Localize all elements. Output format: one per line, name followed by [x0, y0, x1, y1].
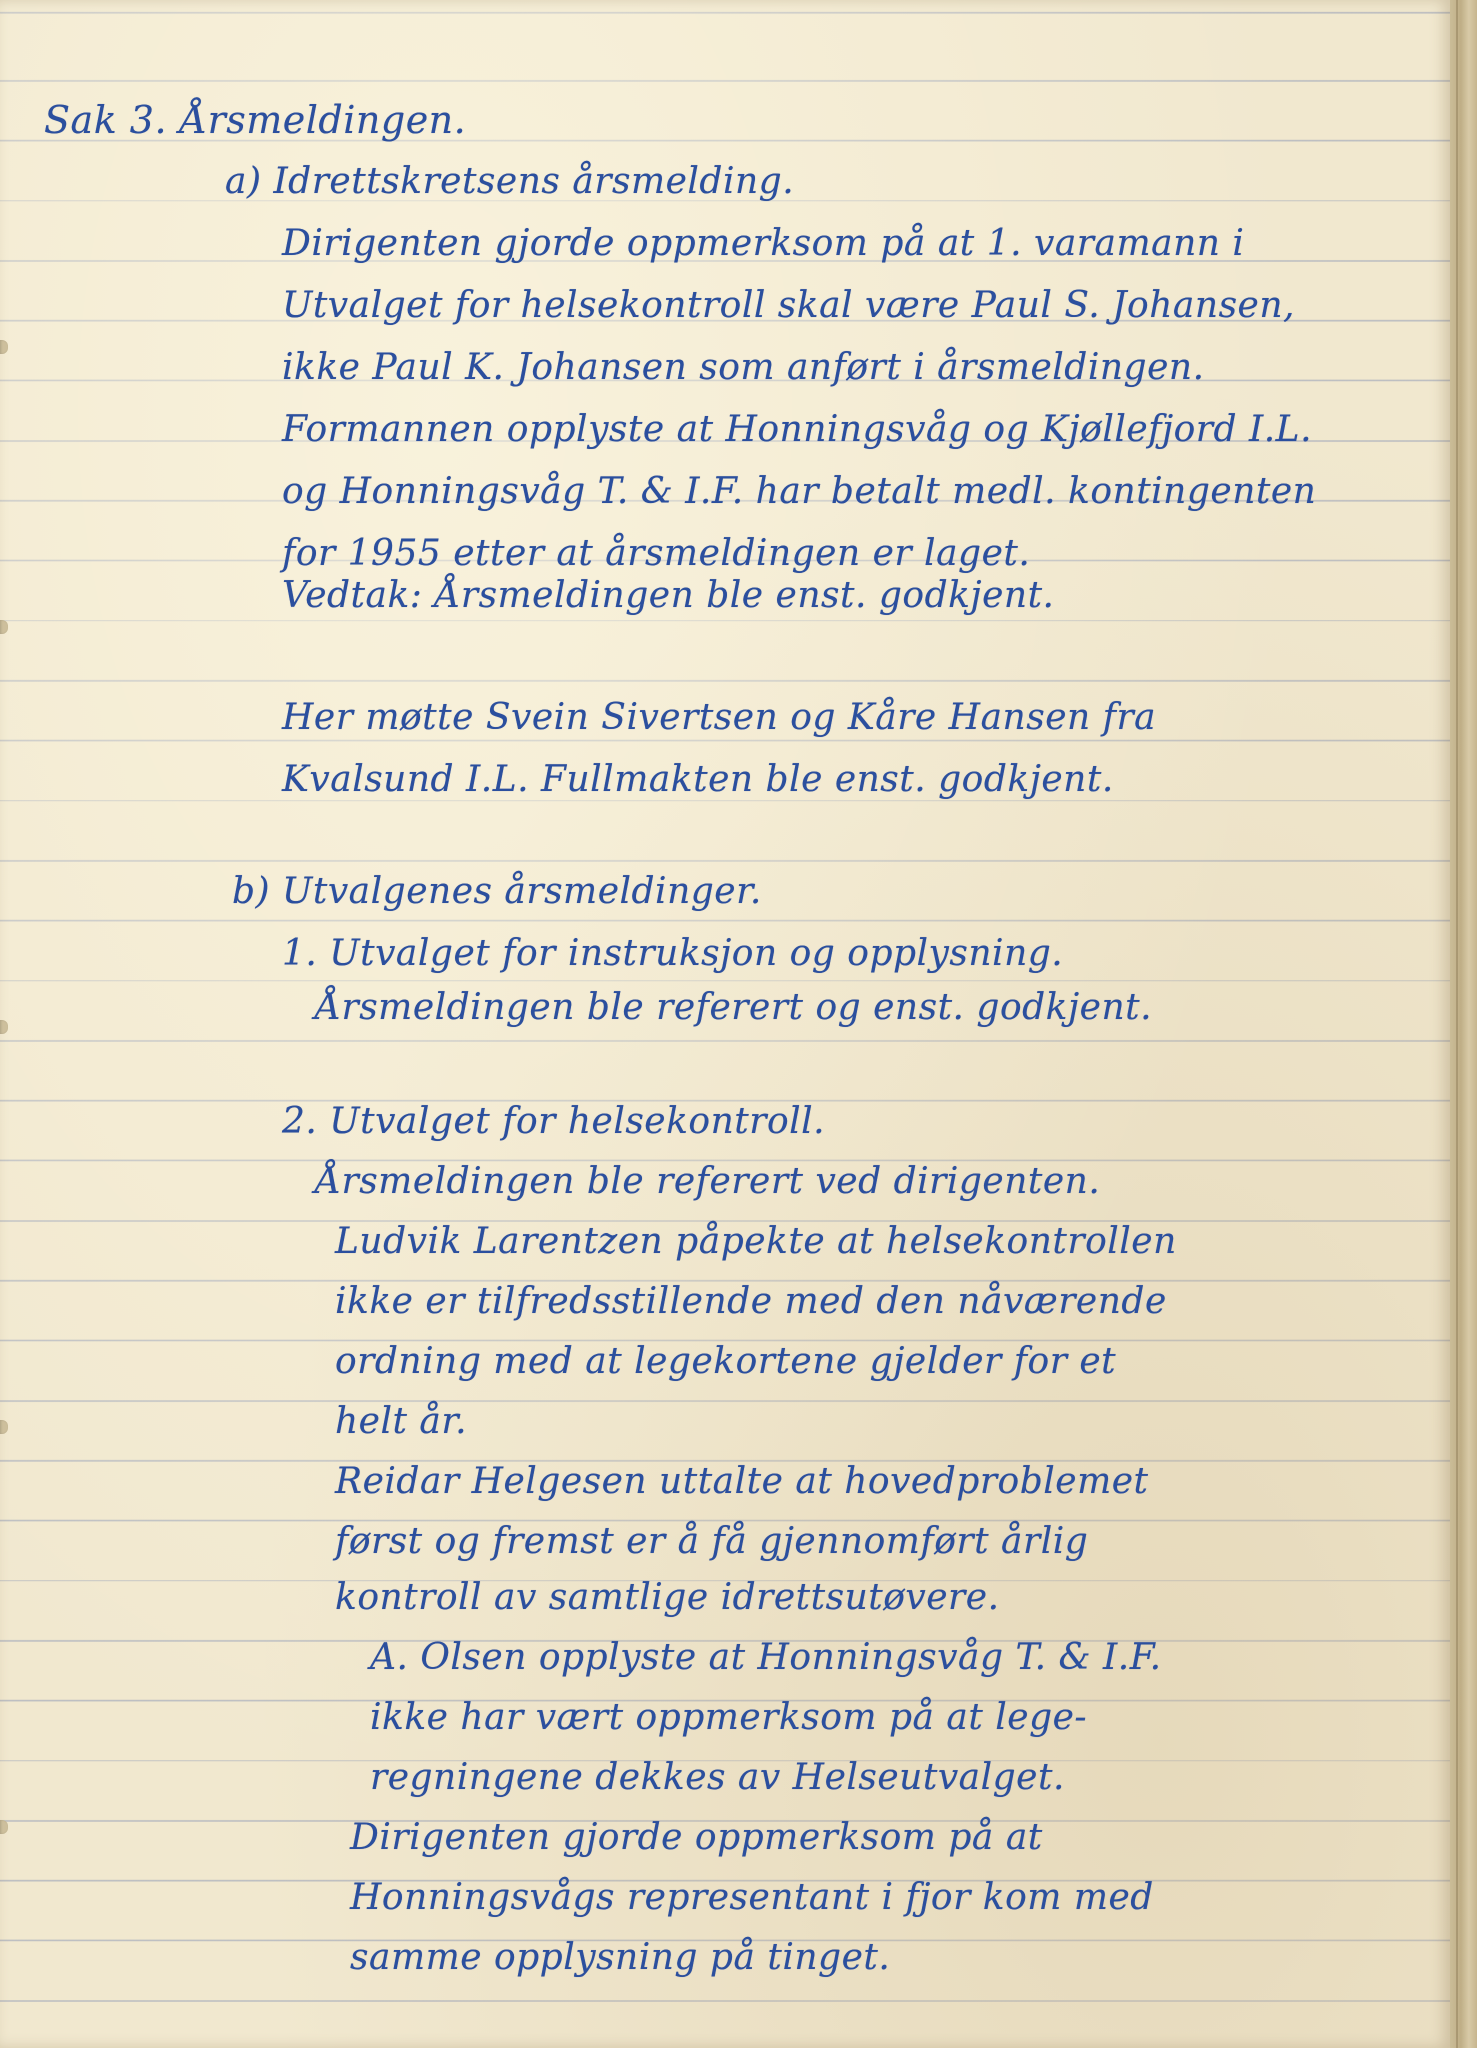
handwritten-line: Årsmeldingen ble referert ved dirigenten. [315, 1161, 1101, 1202]
binding-hole [0, 1420, 8, 1434]
handwritten-line: Dirigenten gjorde oppmerksom på at [350, 1817, 1043, 1858]
handwritten-line: ikke Paul K. Johansen som anført i årsmeldingen. [282, 347, 1205, 388]
handwritten-line: Her møtte Svein Sivertsen og Kåre Hansen fra [282, 697, 1157, 738]
handwritten-line: ikke har vært oppmerksom på at lege- [370, 1697, 1088, 1738]
handwritten-line: Vedtak: Årsmeldingen ble enst. godkjent. [282, 575, 1055, 616]
handwritten-line: Formannen opplyste at Honningsvåg og Kjøllefjord I.L. [282, 409, 1313, 450]
handwritten-line: Årsmeldingen ble referert og enst. godkjent. [315, 987, 1153, 1028]
binding-hole [0, 1020, 8, 1034]
handwritten-line: Utvalget for helsekontroll skal være Paul S. Johansen, [282, 285, 1295, 326]
binding-hole [0, 1820, 8, 1834]
handwritten-line: først og fremst er å få gjennomført årlig [335, 1521, 1089, 1562]
handwritten-line: 1. Utvalget for instruksjon og opplysning. [282, 933, 1064, 974]
handwritten-line: Honningsvågs representant i fjor kom med [350, 1877, 1154, 1918]
handwritten-line: og Honningsvåg T. & I.F. har betalt medl. kontingenten [282, 471, 1317, 512]
handwritten-line: A. Olsen opplyste at Honningsvåg T. & I.F. [370, 1637, 1162, 1678]
handwritten-line: Kvalsund I.L. Fullmakten ble enst. godkjent. [282, 759, 1114, 800]
handwritten-line: 2. Utvalget for helsekontroll. [282, 1101, 826, 1142]
section-heading: Sak 3. Årsmeldingen. [44, 98, 467, 142]
handwritten-line: Dirigenten gjorde oppmerksom på at 1. varamann i [282, 223, 1245, 264]
handwritten-line: helt år. [335, 1401, 468, 1442]
handwritten-line: Reidar Helgesen uttalte at hovedproblemet [335, 1461, 1149, 1502]
handwritten-line: ikke er tilfredsstillende med den nåværende [335, 1281, 1167, 1322]
handwritten-line: kontroll av samtlige idrettsutøvere. [335, 1577, 1000, 1618]
handwritten-line: regningene dekkes av Helseutvalget. [370, 1757, 1065, 1798]
handwritten-line: b) Utvalgenes årsmeldinger. [232, 871, 762, 912]
handwritten-line: for 1955 etter at årsmeldingen er laget. [282, 533, 1031, 574]
handwritten-line: ordning med at legekortene gjelder for et [335, 1341, 1117, 1382]
handwritten-line: samme opplysning på tinget. [350, 1937, 891, 1978]
handwritten-line: Ludvik Larentzen påpekte at helsekontrollen [335, 1221, 1177, 1262]
binding-hole [0, 620, 8, 634]
binding-holes [0, 0, 14, 2048]
handwritten-line: a) Idrettskretsens årsmelding. [225, 161, 795, 202]
binding-hole [0, 340, 8, 354]
page-edge [1450, 0, 1477, 2048]
